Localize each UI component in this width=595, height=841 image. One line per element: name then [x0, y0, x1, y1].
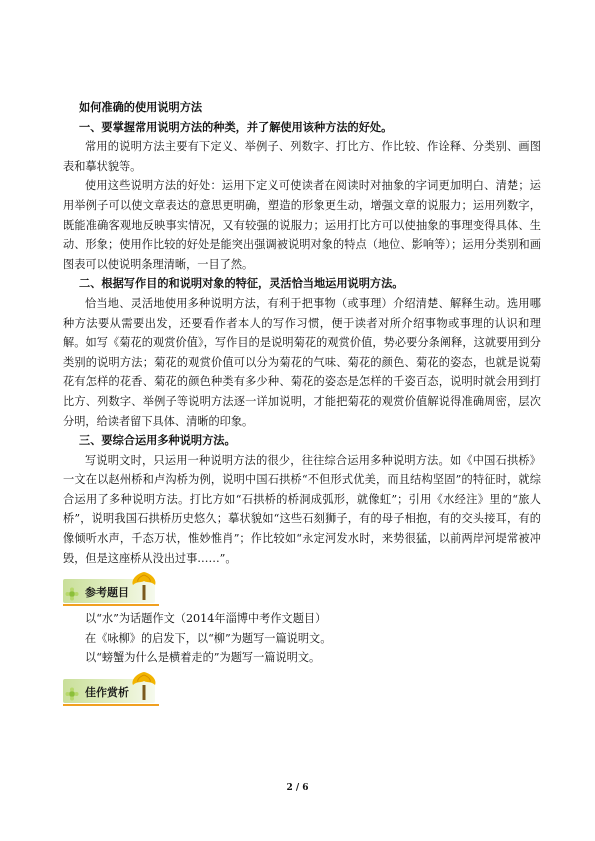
topic-3: 以“螃蟹为什么是横着走的”为题写一篇说明文。 — [85, 651, 321, 665]
section-3-paragraph-1: 写说明文时，只运用一种说明方法的很少，往往综合运用多种说明方法。如《中国石拱桥》一文在以赵州桥和卢沟桥为例，说明中国石拱桥“不但形式优美，而且结构坚固”的特征时，就综合运用了多种说明方法。打比方如“石拱桥的桥洞成弧形，就像虹”；引用《水经注》里的“旅人桥”，说明我国石拱桥历史悠久；摹状貌如“这些石刻狮子，有的母子相抱，有的交头接耳，有的像倾听水声，千态万状，惟妙惟肖”；作比较如“永定河发水时，来势很猛，以前两岸河堤常被冲毁，但是这座桥从没出过事……”。 — [63, 453, 541, 565]
reference-badge-label: 参考题目 — [85, 586, 129, 600]
content — [63, 98, 541, 709]
section-1-paragraph-1: 常用的说明方法主要有下定义、举例子、列数字、打比方、作比较、作诠释、分类别、画图表和摹状貌等。 — [63, 140, 541, 173]
flower-icon — [65, 587, 79, 601]
reference-topics-badge — [63, 571, 159, 607]
section-2-heading: 二、根据写作目的和说明对象的特征，灵活恰当地运用说明方法。 — [79, 277, 404, 291]
document-title: 如何准确的使用说明方法 — [79, 101, 203, 114]
section-3-heading: 三、要综合运用多种说明方法。 — [79, 434, 236, 448]
tree-icon — [129, 571, 159, 601]
appreciation-badge-label: 佳作赏析 — [85, 686, 129, 700]
flower-icon — [65, 687, 79, 701]
appreciation-badge — [63, 671, 159, 707]
topic-2: 在《咏柳》的启发下，以“柳”为题写一篇说明文。 — [85, 631, 332, 645]
section-1-heading: 一、要掌握常用说明方法的种类，并了解使用该种方法的好处。 — [79, 120, 393, 134]
section-1-paragraph-2: 使用这些说明方法的好处：运用下定义可使读者在阅读时对抽象的字词更加明白、清楚；运用举例子可以使文章表达的意思更明确，塑造的形象更生动，增强文章的说服力；运用列数字，既能准确客观地反映事实情况，又有较强的说服力；运用打比方可以使抽象的事理变得具体、生动、形象；使用作比较的好处是能突出强调被说明对象的特点（地位、影响等）；运用分类别和画图表可以使说明条理清晰，一目了然。 — [63, 179, 541, 271]
tree-icon — [129, 671, 159, 701]
section-2-paragraph-1: 恰当地、灵活地使用多种说明方法，有利于把事物（或事理）介绍清楚、解释生动。选用哪种方法要从需要出发，还要看作者本人的写作习惯，便于读者对所介绍事物或事理的认识和理解。如写《菊花的观赏价值》，写作目的是说明菊花的观赏价值，势必要分条阐释，这就要用到分类别的说明方法；菊花的观赏价值可以分为菊花的气味、菊花的颜色、菊花的姿态，也就是说菊花有怎样的花香、菊花的颜色种类有多少种、菊花的姿态是怎样的千姿百态，说明时就会用到打比方、列数字、举例子等说明方法逐一详加说明，才能把菊花的观赏价值解说得准确周密，层次分明，给读者留下具体、清晰的印象。 — [63, 296, 541, 428]
badge-underline — [63, 604, 159, 606]
topic-1: 以“水”为话题作文（2014年淄博中考作文题目） — [85, 612, 327, 626]
page-number: 2 / 6 — [286, 783, 309, 793]
badge-underline — [63, 704, 159, 706]
